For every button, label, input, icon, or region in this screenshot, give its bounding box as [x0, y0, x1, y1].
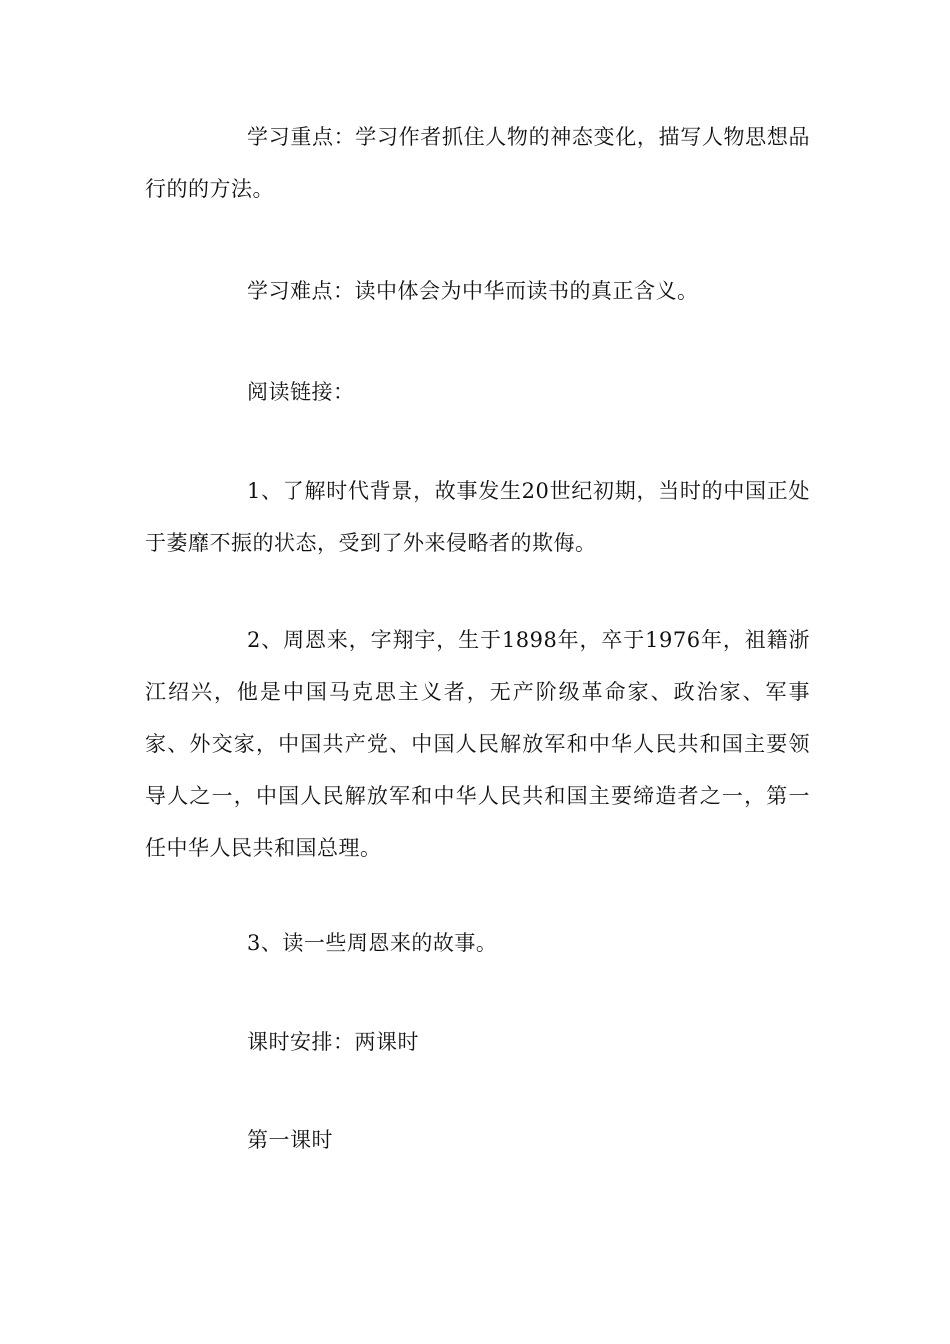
paragraph-background: 1、了解时代背景，故事发生20世纪初期，当时的中国正处于萎靡不振的状态，受到了外来侵略者的欺侮。 [145, 479, 810, 555]
paragraph-schedule: 课时安排：两课时 [247, 1030, 419, 1054]
paragraph-reading-links: 阅读链接： [247, 380, 355, 404]
paragraph-biography: 2、周恩来，字翔宇，生于1898年，卒于1976年，祖籍浙江绍兴，他是中国马克思主义者，无产阶级革命家、政治家、军事家、外交家，中国共产党、中国人民解放军和中华人民共和国主要领导人之一，中国人民解放军和中华人民共和国主要缔造者之一，第一任中华人民共和国总理。 [145, 628, 810, 860]
paragraph-difficulty: 学习难点：读中体会为中华而读书的真正含义。 [247, 279, 699, 303]
paragraph-stories: 3、读一些周恩来的故事。 [247, 931, 498, 955]
paragraph-first-lesson: 第一课时 [247, 1128, 333, 1152]
paragraph-key-points: 学习重点：学习作者抓住人物的神态变化，描写人物思想品行的的方法。 [145, 125, 810, 201]
